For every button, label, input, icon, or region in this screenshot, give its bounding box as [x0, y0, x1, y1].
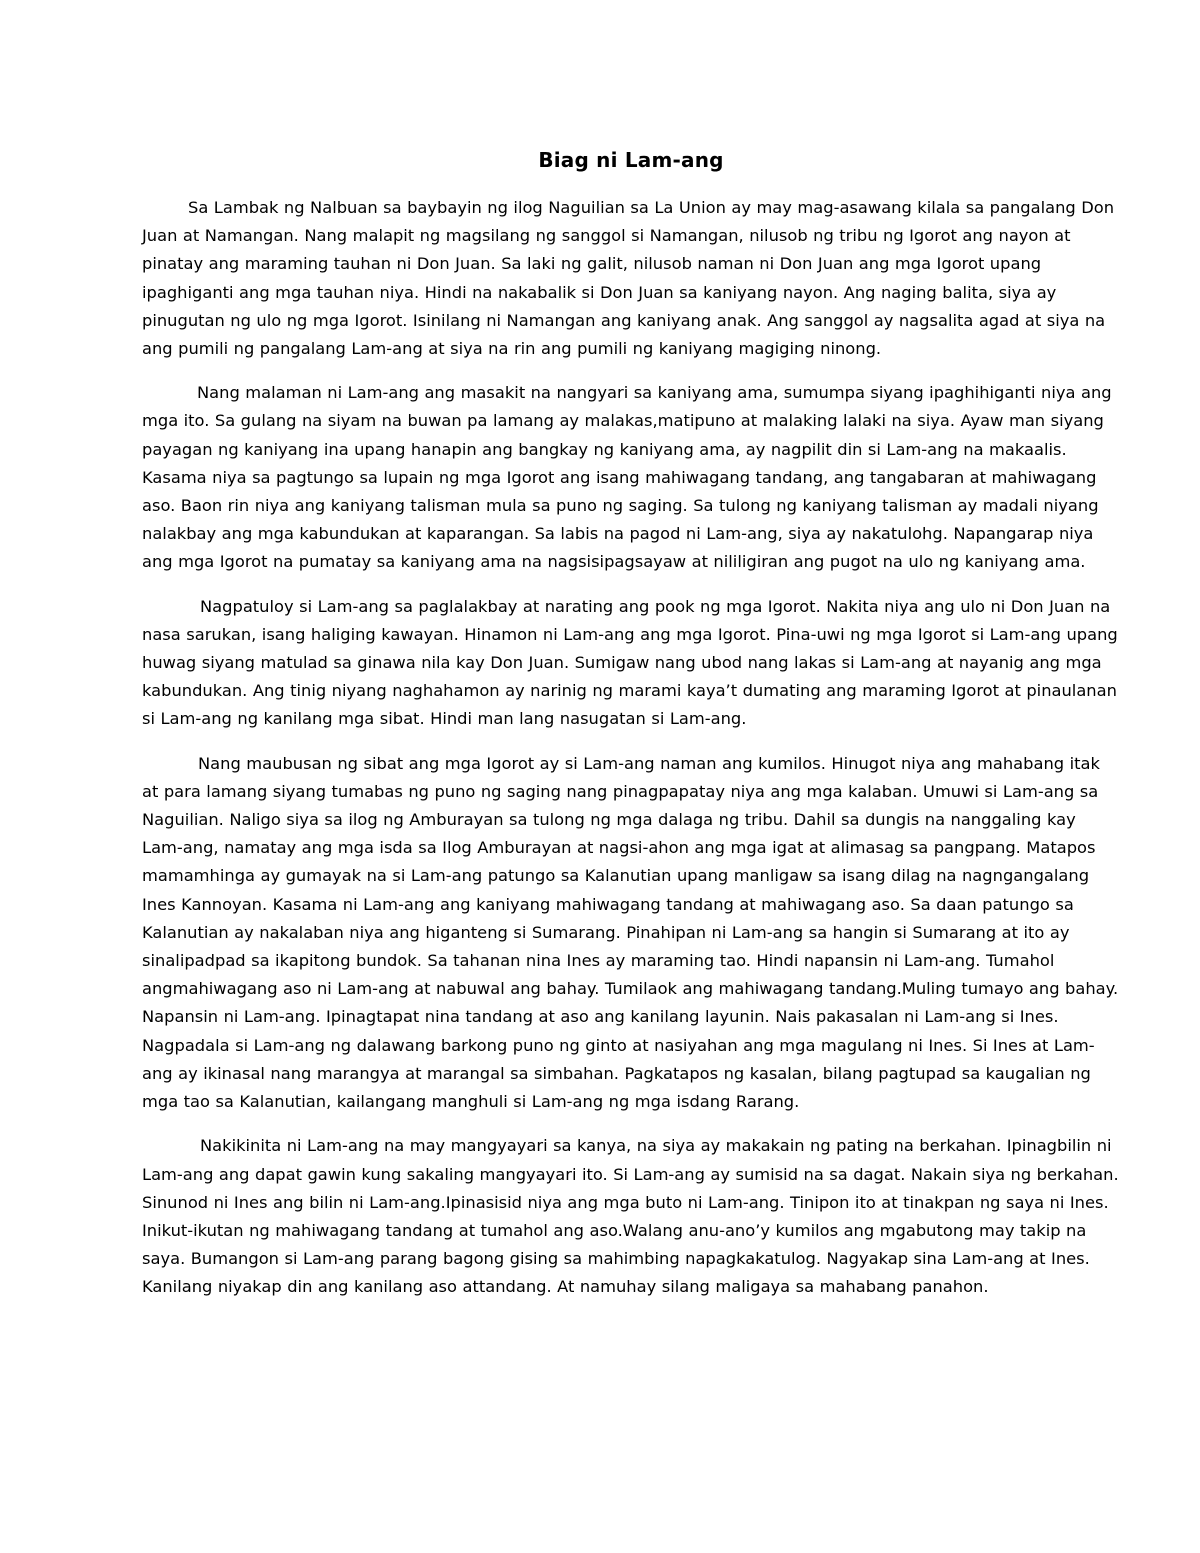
document-body [142, 145, 1120, 1318]
paragraph-2: Nang malaman ni Lam-ang ang masakit na nangyari sa kaniyang ama, sumumpa siyang ipaghihiganti niya ang mga ito. Sa gulang na siyam na buwan pa lamang ay malakas,matipuno at malaking lalaki na siya. Ayaw man siyang payagan ng kaniyang ina upang hanapin ang bangkay ng kaniyang ama, ay nagpilit din si Lam-ang na makaalis. Kasama niya sa pagtungo sa lupain ng mga Igorot ang isang mahiwagang tandang, ang tangabaran at mahiwagang aso. Baon rin niya ang kaniyang talisman mula sa puno ng saging. Sa tulong ng kaniyang talisman ay madali niyang nalakbay ang mga kabundukan at kaparangan. Sa labis na pagod ni Lam-ang, siya ay nakatulohg. Napangarap niya ang mga Igorot na pumatay sa kaniyang ama na nagsisipagsayaw at nililigiran ang pugot na ulo ng kaniyang ama. [142, 383, 1112, 572]
paragraph-3: Nagpatuloy si Lam-ang sa paglalakbay at narating ang pook ng mga Igorot. Nakita niya ang ulo ni Don Juan na nasa sarukan, isang haliging kawayan. Hinamon ni Lam-ang ang mga Igorot. Pina-uwi ng mga Igorot si Lam-ang upang huwag siyang matulad sa ginawa nila kay Don Juan. Sumigaw nang ubod nang lakas si Lam-ang at nayanig ang mga kabundukan. Ang tinig niyang naghahamon ay narinig ng marami kaya’t dumating ang maraming Igorot at pinaulanan si Lam-ang ng kanilang mga sibat. Hindi man lang nasugatan si Lam-ang. [142, 596, 1118, 729]
paragraph-1: Sa Lambak ng Nalbuan sa baybayin ng ilog Naguilian sa La Union ay may mag-asawang kilala sa pangalang Don Juan at Namangan. Nang malapit ng magsilang ng sanggol si Namangan, nilusob ng tribu ng Igorot ang nayon at pinatay ang maraming tauhan ni Don Juan. Sa laki ng galit, nilusob naman ni Don Juan ang mga Igorot upang ipaghiganti ang mga tauhan niya. Hindi na nakabalik si Don Juan sa kaniyang nayon. Ang naging balita, siya ay pinugutan ng ulo ng mga Igorot. Isinilang ni Namangan ang kaniyang anak. Ang sanggol ay nagsalita agad at siya na ang pumili ng pangalang Lam-ang at siya na rin ang pumili ng kaniyang magiging ninong. [142, 198, 1115, 359]
document-title: Biag ni Lam-ang [538, 148, 724, 172]
paragraph-5: Nakikinita ni Lam-ang na may mangyayari sa kanya, na siya ay makakain ng pating na berkahan. Ipinagbilin ni Lam-ang ang dapat gawin kung sakaling mangyayari ito. Si Lam-ang ay sumisid na sa dagat. Nakain siya ng berkahan. Sinunod ni Ines ang bilin ni Lam-ang.Ipinasisid niya ang mga buto ni Lam-ang. Tinipon ito at tinakpan ng saya ni Ines. Inikut-ikutan ng mahiwagang tandang at tumahol ang aso.Walang anu-ano’y kumilos ang mgabutong may takip na saya. Bumangon si Lam-ang parang bagong gising sa mahimbing napagkakatulog. Nagyakap sina Lam-ang at Ines. Kanilang niyakap din ang kanilang aso attandang. At namuhay silang maligaya sa mahabang panahon. [142, 1136, 1119, 1297]
paragraph-4: Nang maubusan ng sibat ang mga Igorot ay si Lam-ang naman ang kumilos. Hinugot niya ang mahabang itak at para lamang siyang tumabas ng puno ng saging nang pinagpapatay niya ang mga kalaban. Umuwi si Lam-ang sa Naguilian. Naligo siya sa ilog ng Amburayan sa tulong ng mga dalaga ng tribu. Dahil sa dungis na nanggaling kay Lam-ang, namatay ang mga isda sa Ilog Amburayan at nagsi-ahon ang mga igat at alimasag sa pangpang. Matapos mamamhinga ay gumayak na si Lam-ang patungo sa Kalanutian upang manligaw sa isang dilag na nagngangalang Ines Kannoyan. Kasama ni Lam-ang ang kaniyang mahiwagang tandang at mahiwagang aso. Sa daan patungo sa Kalanutian ay nakalaban niya ang higanteng si Sumarang. Pinahipan ni Lam-ang sa hangin si Sumarang at ito ay sinalipadpad sa ikapitong bundok. Sa tahanan nina Ines ay maraming tao. Hindi napansin ni Lam-ang. Tumahol angmahiwagang aso ni Lam-ang at nabuwal ang bahay. Tumilaok ang mahiwagang tandang.Muling tumayo ang bahay. Napansin ni Lam-ang. Ipinagtapat nina tandang at aso ang kanilang layunin. Nais pakasalan ni Lam-ang si Ines. Nagpadala si Lam-ang ng dalawang barkong puno ng ginto at nasiyahan ang mga magulang ni Ines. Si Ines at Lam-ang ay ikinasal nang marangya at marangal sa simbahan. Pagkatapos ng kasalan, bilang pagtupad sa kaugalian ng mga tao sa Kalanutian, kailangang manghuli si Lam-ang ng mga isdang Rarang. [142, 753, 1119, 1112]
